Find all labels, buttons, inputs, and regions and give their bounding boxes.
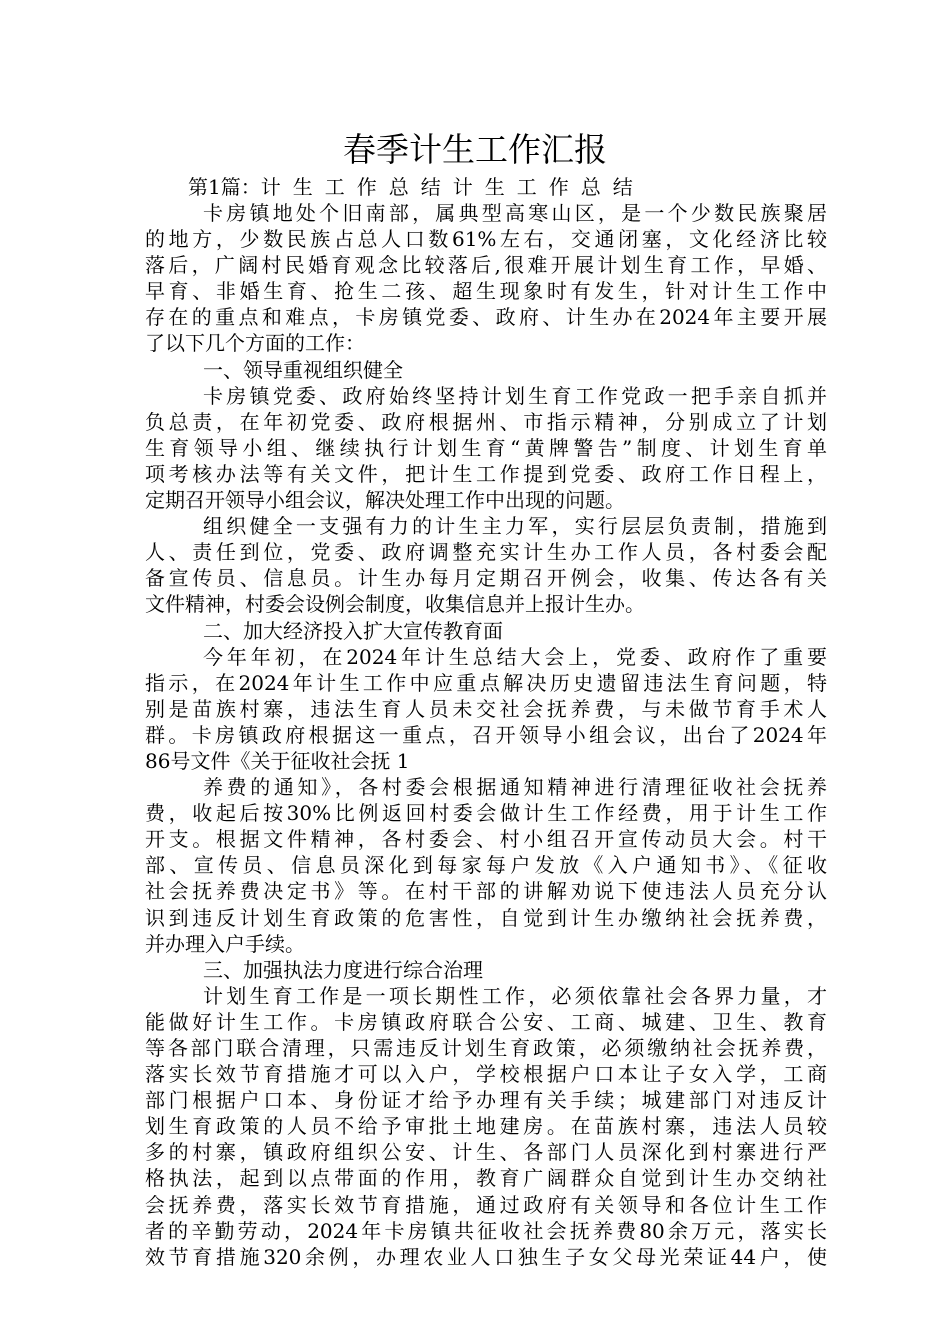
text-line: 项考核办法等有关文件，把计生工作提到党委、政府工作日程上，	[145, 461, 827, 486]
text-line: 人、责任到位，党委、政府调整充实计生办工作人员，各村委会配	[145, 540, 827, 565]
text-line: 部、宣传员、信息员深化到每家每户发放《入户通知书》、《征收	[145, 853, 827, 878]
text-line: 费，收起后按30%比例返回村委会做计生工作经费，用于计生工作	[145, 801, 827, 826]
subtitle-main: 计生工作总结计生工作总结	[260, 175, 645, 199]
text-line: 文件精神，村委会设例会制度，收集信息并上报计生办。	[145, 592, 645, 617]
document-title: 春季计生工作汇报	[343, 130, 607, 169]
text-line: 落实长效节育措施才可以入户，学校根据户口本让子女入学，工商	[145, 1062, 827, 1087]
text-line: 社会抚养费决定书》等。在村干部的讲解劝说下使违法人员充分认	[145, 879, 827, 904]
text-line: 并办理入户手续。	[145, 931, 305, 956]
text-line: 落后，广阔村民婚育观念比较落后,很难开展计划生育工作，早婚、	[145, 253, 827, 278]
text-line: 部门根据户口本、身份证才给予办理有关手续；城建部门对违反计	[145, 1088, 827, 1113]
text-line: 了以下几个方面的工作：	[145, 331, 365, 356]
text-line: 能做好计生工作。卡房镇政府联合公安、工商、城建、卫生、教育	[145, 1009, 827, 1034]
text-line: 识到违反计划生育政策的危害性，自觉到计生办缴纳社会抚养费，	[145, 905, 827, 930]
text-line: 群。卡房镇政府根据这一重点，召开领导小组会议，出台了2024年	[145, 722, 827, 747]
document-body	[145, 200, 827, 1270]
text-line: 等各部门联合清理，只需违反计划生育政策，必须缴纳社会抚养费，	[145, 1036, 827, 1060]
text-line: 三、加强执法力度进行综合治理	[203, 957, 483, 982]
text-line: 开支。根据文件精神，各村委会、村小组召开宣传动员大会。村干	[145, 827, 827, 852]
text-line: 卡房镇党委、政府始终坚持计划生育工作党政一把手亲自抓并	[203, 383, 827, 408]
subtitle-prefix: 第1篇：	[188, 175, 261, 199]
text-line: 生育领导小组、继续执行计划生育“黄牌警告”制度、计划生育单	[145, 435, 827, 460]
text-line: 计划生育工作是一项长期性工作，必须依靠社会各界力量，才	[203, 983, 827, 1008]
text-line: 86号文件《关于征收社会抚 1	[145, 748, 410, 773]
text-line: 别是苗族村寨，违法生育人员未交社会抚养费，与未做节育手术人	[145, 696, 827, 721]
text-line: 定期召开领导小组会议，解决处理工作中出现的问题。	[145, 488, 625, 513]
text-line: 负总责，在年初党委、政府根据州、市指示精神，分别成立了计划	[145, 409, 827, 434]
text-line: 指示，在2024年计生工作中应重点解决历史遗留违法生育问题，特	[145, 670, 827, 695]
text-line: 二、加大经济投入扩大宣传教育面	[203, 618, 503, 643]
text-line: 的地方，少数民族占总人口数61%左右，交通闭塞，文化经济比较	[145, 227, 827, 252]
text-line: 早育、非婚生育、抢生二孩、超生现象时有发生，针对计生工作中	[145, 279, 827, 304]
text-line: 组织健全一支强有力的计生主力军，实行层层负责制，措施到	[203, 514, 827, 539]
text-line: 备宣传员、信息员。计生办每月定期召开例会，收集、传达各有关	[145, 566, 827, 591]
text-line: 存在的重点和难点，卡房镇党委、政府、计生办在2024年主要开展	[145, 305, 827, 330]
text-line: 划生育政策的人员不给予审批土地建房。在苗族村寨，违法人员较	[145, 1114, 827, 1139]
text-line: 一、领导重视组织健全	[203, 357, 403, 382]
text-line: 格执法，起到以点带面的作用，教育广阔群众自觉到计生办交纳社	[145, 1166, 827, 1191]
text-line: 者的辛勤劳动，2024年卡房镇共征收社会抚养费80余万元，落实长	[145, 1218, 827, 1243]
text-line: 会抚养费，落实长效节育措施，通过政府有关领导和各位计生工作	[145, 1192, 827, 1217]
text-line: 效节育措施320余例，办理农业人口独生子女父母光荣证44户，使	[145, 1244, 827, 1269]
text-line: 多的村寨，镇政府组织公安、计生、各部门人员深化到村寨进行严	[145, 1140, 827, 1165]
text-line: 今年年初，在2024年计生总结大会上，党委、政府作了重要	[203, 644, 827, 669]
text-line: 卡房镇地处个旧南部，属典型高寒山区，是一个少数民族聚居	[203, 201, 827, 225]
text-line: 养费的通知》，各村委会根据通知精神进行清理征收社会抚养	[203, 775, 827, 800]
document-subtitle	[188, 174, 645, 200]
